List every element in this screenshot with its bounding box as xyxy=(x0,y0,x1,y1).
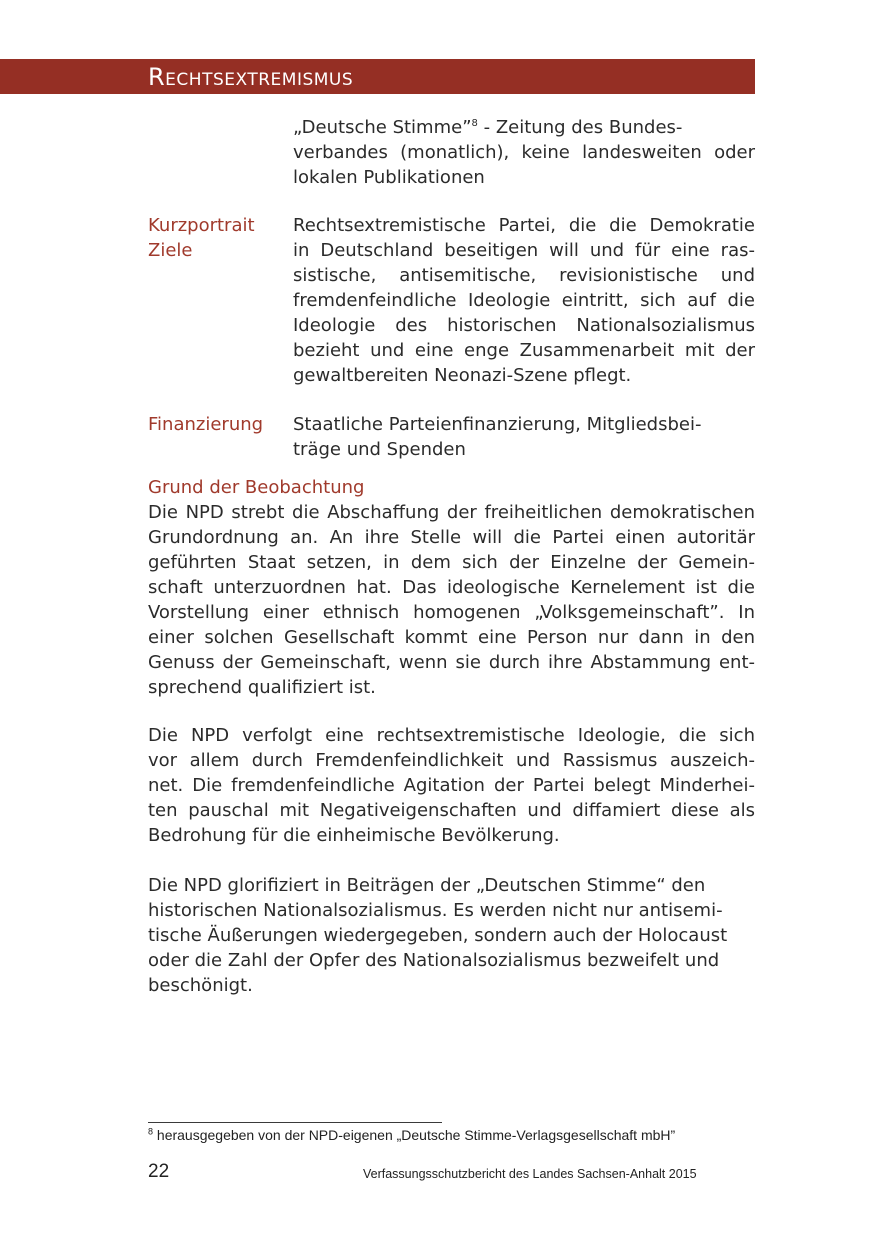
publication-line-2: verbandes (monatlich), keine landesweiten oder xyxy=(293,142,755,163)
kurzportrait-line: bezieht und eine enge Zusammenarbeit mit der xyxy=(293,340,755,361)
footnote-text: herausgegeben von der NPD-eigenen „Deutsche Stimme-Verlagsgesellschaft mbH” xyxy=(153,1127,676,1143)
kurzportrait-line: in Deutschland beseitigen will und für eine ras- xyxy=(293,240,755,261)
publication-line-3: lokalen Publikationen xyxy=(293,167,485,188)
paragraph-line: sprechend qualifiziert ist. xyxy=(148,677,376,698)
publication-line-1-rest: - Zeitung des Bundes- xyxy=(477,117,683,138)
kurzportrait-line: fremdenfeindliche Ideologie eintritt, sich auf die xyxy=(293,290,755,311)
paragraph-line: Grundordnung an. An ihre Stelle will die Partei einen autoritär xyxy=(148,527,755,548)
footnote xyxy=(148,1126,675,1144)
paragraph-line: Die NPD glorifiziert in Beiträgen der „Deutschen Stimme“ den xyxy=(148,875,706,896)
paragraph-line: ten pauschal mit Negativeigenschaften und diffamiert diese als xyxy=(148,800,755,821)
publication-text xyxy=(293,115,755,190)
page-number: 22 xyxy=(148,1161,170,1182)
footnote-divider xyxy=(148,1122,442,1123)
paragraph-line: historischen Nationalsozialismus. Es werden nicht nur antisemi- xyxy=(148,900,723,921)
beobachtung-paragraph-3 xyxy=(148,873,755,998)
section-title: Rechtsextremismus xyxy=(148,63,354,91)
finanzierung-label: Finanzierung xyxy=(148,414,264,435)
beobachtung-paragraph-1 xyxy=(148,500,755,700)
paragraph-line: einer solchen Gesellschaft kommt eine Person nur dann in den xyxy=(148,627,755,648)
kurzportrait-line: sistische, antisemitische, revisionistische und xyxy=(293,265,755,286)
kurzportrait-line: gewaltbereiten Neonazi-Szene pflegt. xyxy=(293,365,632,386)
kurzportrait-line: Ideologie des historischen Nationalsozialismus xyxy=(293,315,755,336)
footer-publication: Verfassungsschutzbericht des Landes Sachsen-Anhalt 2015 xyxy=(363,1167,697,1181)
finanzierung-text xyxy=(293,412,755,462)
publication-line-1 xyxy=(293,115,755,140)
finanzierung-line: träge und Spenden xyxy=(293,439,466,460)
footnote-number: 8 xyxy=(148,1126,154,1137)
beobachtung-heading: Grund der Beobachtung xyxy=(148,477,365,498)
paragraph-line: net. Die fremdenfeindliche Agitation der Partei belegt Minderhei- xyxy=(148,775,755,796)
paragraph-line: geführten Staat setzen, in dem sich der Einzelne der Gemein- xyxy=(148,552,755,573)
paragraph-line: oder die Zahl der Opfer des Nationalsozialismus bezweifelt und xyxy=(148,950,720,971)
paragraph-line: Die NPD strebt die Abschaffung der freiheitlichen demokratischen xyxy=(148,502,755,523)
footnote-ref: 8 xyxy=(471,118,478,129)
paragraph-line: vor allem durch Fremdenfeindlichkeit und Rassismus auszeich- xyxy=(148,750,755,771)
paragraph-line: Vorstellung einer ethnisch homogenen „Volksgemeinschaft”. In xyxy=(148,602,755,623)
ziele-label: Ziele xyxy=(148,240,193,261)
section-header-bar xyxy=(0,59,755,94)
paragraph-line: Die NPD verfolgt eine rechtsextremistische Ideologie, die sich xyxy=(148,725,755,746)
paragraph-line: tische Äußerungen wiedergegeben, sondern auch der Holocaust xyxy=(148,925,728,946)
finanzierung-line: Staatliche Parteienfinanzierung, Mitgliedsbei- xyxy=(293,414,702,435)
kurzportrait-text xyxy=(293,213,755,388)
publication-title: „Deutsche Stimme” xyxy=(293,117,472,138)
paragraph-line: schaft unterzuordnen hat. Das ideologische Kernelement ist die xyxy=(148,577,755,598)
kurzportrait-label: Kurzportrait xyxy=(148,215,255,236)
paragraph-line: Genuss der Gemeinschaft, wenn sie durch ihre Abstammung ent- xyxy=(148,652,755,673)
beobachtung-paragraph-2 xyxy=(148,723,755,848)
paragraph-line: Bedrohung für die einheimische Bevölkerung. xyxy=(148,825,560,846)
kurzportrait-line: Rechtsextremistische Partei, die die Demokratie xyxy=(293,215,755,236)
paragraph-line: beschönigt. xyxy=(148,975,253,996)
